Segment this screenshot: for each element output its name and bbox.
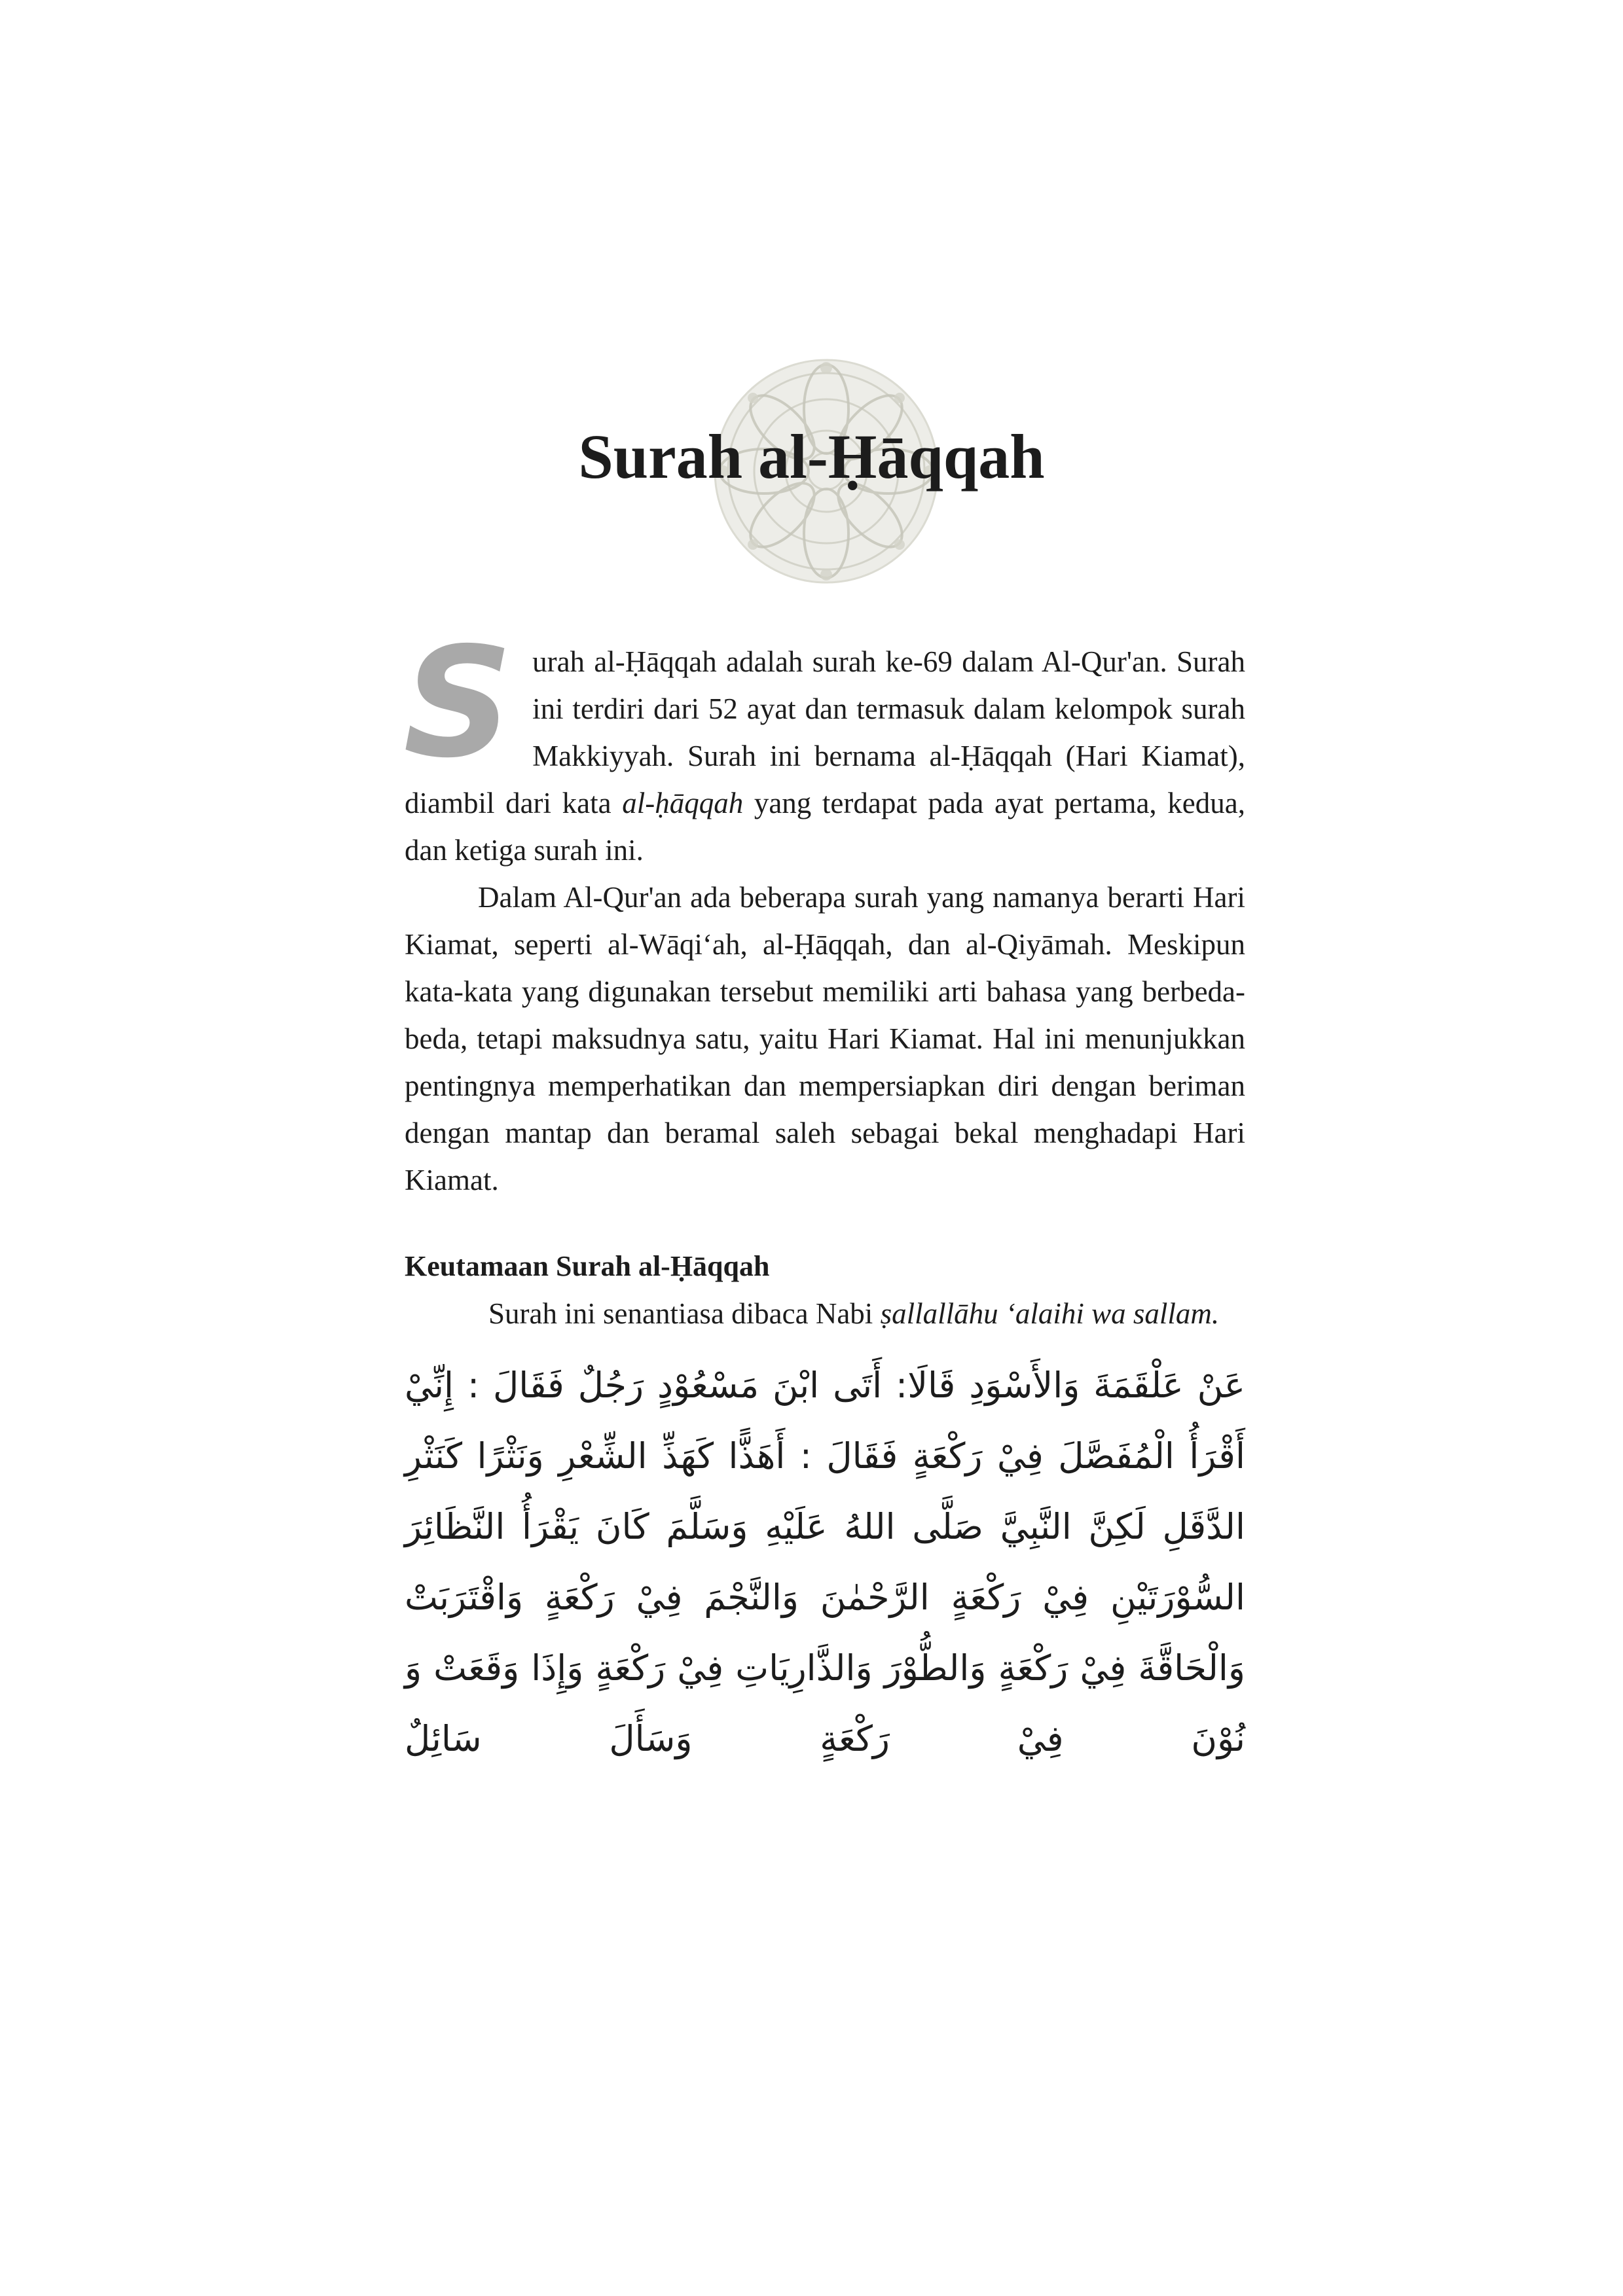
- drop-cap: S: [403, 615, 513, 791]
- arabic-hadith-text: عَنْ عَلْقَمَةَ وَالأَسْوَدِ قَالَا: أَتَى ابْنَ مَسْعُوْدٍ رَجُلٌ فَقَالَ : إِنِّيْ أَقْرَأُ الْمُفَصَّلَ فِيْ رَكْعَةٍ فَقَالَ : أَهَذًّا كَهَذِّ الشِّعْرِ وَنَثْرًا كَنَثْرِ الدَّقَلِ لَكِنَّ النَّبِيَّ صَلَّى اللهُ عَلَيْهِ وَسَلَّمَ كَانَ يَقْرَأُ النَّظَائِرَ السُّوْرَتَيْنِ فِيْ رَكْعَةٍ الرَّحْمٰنَ وَالنَّجْمَ فِيْ رَكْعَةٍ وَاقْتَرَبَتْ وَالْحَاقَّةَ فِيْ رَكْعَةٍ وَالطُّوْرَ وَالذَّارِيَاتِ فِيْ رَكْعَةٍ وَإِذَا وَقَعَتْ وَ نُوْنَ فِيْ رَكْعَةٍ وَسَأَلَ سَائِلٌ: [405, 1365, 1245, 1759]
- page-title: Surah al-Ḥāqqah: [578, 422, 1045, 492]
- section-intro: [405, 1290, 1245, 1337]
- section-intro-text: Surah ini senantiasa dibaca Nabi: [488, 1297, 881, 1330]
- second-paragraph: Dalam Al-Qur'an ada beberapa surah yang namanya berarti Hari Kiamat, seperti al-Wāqi‘ah, al-Ḥāqqah, dan al-Qiyāmah. Meskipun kata-kata yang digunakan tersebut memiliki arti bahasa yang berbeda-beda, tetapi maksudnya satu, yaitu Hari Kiamat. Hal ini menunjukkan pentingnya memperhatikan dan mempersiapkan diri dengan beriman dengan mantap dan beramal saleh sebagai bekal menghadapi Hari Kiamat.: [405, 881, 1245, 1196]
- intro-italic-term: al-ḥāqqah: [622, 787, 744, 819]
- intro-text: urah al-Ḥāqqah adalah surah ke-69 dalam Al-Qur'an. Surah ini terdiri dari 52 ayat dan termasuk dalam kelompok surah Makkiyyah. Surah ini bernama al-Ḥāqqah (Hari Kiamat), diambil dari kata: [405, 645, 1245, 819]
- section-intro-italic: ṣallallāhu ‘alaihi wa sallam.: [880, 1297, 1220, 1330]
- intro-paragraph: [403, 615, 1245, 874]
- article-body: [403, 615, 1245, 1774]
- section-heading: Keutamaan Surah al-Ḥāqqah: [405, 1250, 770, 1282]
- intro-text-end: yang terdapat pada ayat pertama, kedua, dan ketiga surah ini.: [405, 787, 1245, 867]
